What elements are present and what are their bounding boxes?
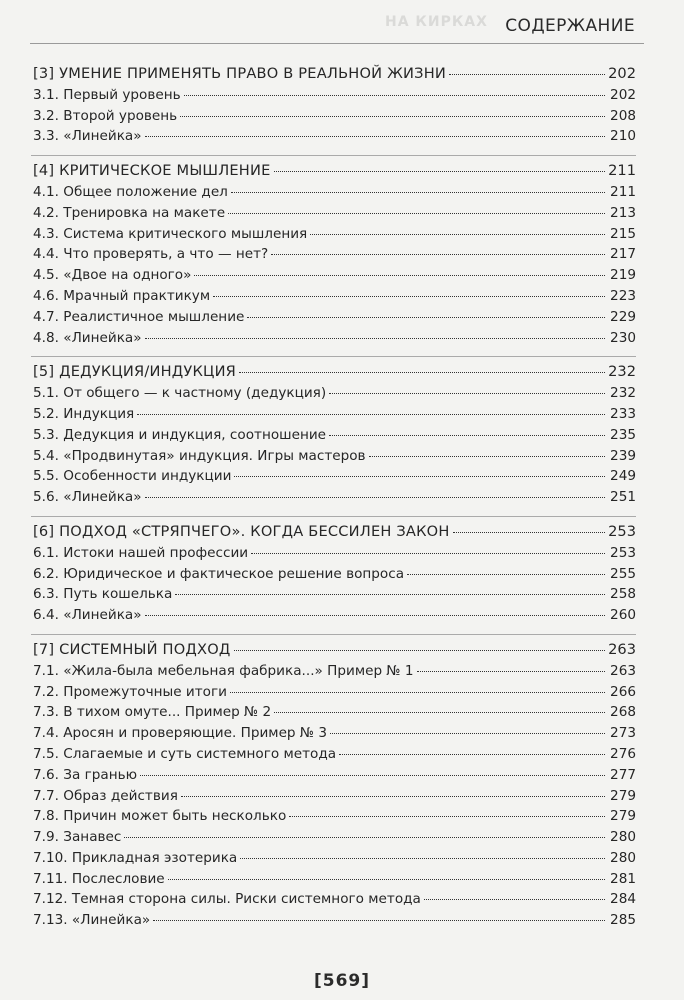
- dot-leader: [234, 649, 606, 651]
- dot-leader: [145, 496, 605, 498]
- chapter-title: [6] ПОДХОД «СТРЯПЧЕГО». КОГДА БЕССИЛЕН ЗАКОН: [33, 522, 450, 540]
- dot-leader: [417, 670, 605, 672]
- toc-entry: [33, 383, 636, 404]
- dot-leader: [140, 774, 605, 776]
- dot-leader: [330, 732, 605, 734]
- toc-entry: [33, 723, 636, 744]
- toc-entry: [33, 203, 636, 224]
- entry-page-number: 273: [610, 725, 636, 742]
- dot-leader: [329, 392, 605, 394]
- entry-title: 4.2. Тренировка на макете: [33, 204, 226, 221]
- dot-leader: [453, 531, 605, 533]
- entry-title: 7.9. Занавес: [33, 829, 122, 846]
- dot-leader: [124, 836, 605, 838]
- entry-page-number: 276: [610, 745, 636, 762]
- dot-leader: [247, 316, 605, 318]
- dot-leader: [310, 233, 605, 235]
- entry-title: 7.13. «Линейка»: [33, 912, 151, 929]
- dot-leader: [234, 475, 605, 477]
- toc-entry: [33, 806, 636, 827]
- toc-chapter-entry: [33, 64, 636, 85]
- toc-chapter-entry: [33, 522, 636, 543]
- entry-title: 7.4. Аросян и проверяющие. Пример № 3: [33, 725, 327, 742]
- entry-page-number: 277: [610, 766, 636, 783]
- entry-title: 5.6. «Линейка»: [33, 489, 142, 506]
- entry-page-number: 280: [610, 829, 636, 846]
- toc-entry: [33, 682, 636, 703]
- toc-entry: [33, 466, 636, 487]
- toc-section: [33, 640, 636, 931]
- chapter-title: [5] ДЕДУКЦИЯ/ИНДУКЦИЯ: [33, 363, 237, 381]
- entry-page-number: 281: [610, 870, 636, 887]
- dot-leader: [329, 434, 605, 436]
- entry-page-number: 202: [608, 65, 636, 82]
- entry-page-number: 211: [610, 183, 636, 200]
- entry-page-number: 213: [610, 204, 636, 221]
- toc-entry: [33, 404, 636, 425]
- dot-leader: [369, 455, 605, 457]
- toc-entry: [33, 827, 636, 848]
- dot-leader: [145, 135, 605, 137]
- dot-leader: [184, 94, 605, 96]
- entry-title: 7.5. Слагаемые и суть системного метода: [33, 745, 337, 762]
- toc-entry: [33, 889, 636, 910]
- toc-entry: [33, 744, 636, 765]
- dot-leader: [449, 73, 605, 75]
- show-through-text: НА КИРКАХ: [385, 14, 488, 30]
- dot-leader: [180, 115, 605, 117]
- entry-page-number: 230: [610, 329, 636, 346]
- entry-page-number: 251: [610, 489, 636, 506]
- entry-page-number: 260: [610, 607, 636, 624]
- toc-entry: [33, 224, 636, 245]
- toc-section: [33, 522, 636, 626]
- dot-leader: [271, 253, 605, 255]
- toc-entry: [33, 85, 636, 106]
- dot-leader: [339, 753, 605, 755]
- toc-chapter-entry: [33, 161, 636, 182]
- toc-entry: [33, 848, 636, 869]
- entry-page-number: 239: [610, 447, 636, 464]
- toc-entry: [33, 910, 636, 931]
- toc-entry: [33, 182, 636, 203]
- entry-page-number: 235: [610, 426, 636, 443]
- dot-leader: [145, 614, 605, 616]
- entry-page-number: 202: [610, 86, 636, 103]
- entry-page-number: 217: [610, 246, 636, 263]
- entry-page-number: 263: [610, 662, 636, 679]
- entry-page-number: 253: [608, 522, 636, 540]
- dot-leader: [181, 795, 605, 797]
- toc-entry: [33, 286, 636, 307]
- toc-entry: [33, 328, 636, 349]
- dot-leader: [168, 878, 605, 880]
- entry-title: 6.4. «Линейка»: [33, 607, 142, 624]
- chapter-title: [3] УМЕНИЕ ПРИМЕНЯТЬ ПРАВО В РЕАЛЬНОЙ ЖИЗНИ: [33, 65, 446, 82]
- dot-leader: [424, 898, 605, 900]
- entry-title: 7.7. Образ действия: [33, 787, 178, 804]
- entry-page-number: 215: [610, 225, 636, 242]
- toc-entry: [33, 869, 636, 890]
- entry-title: 4.7. Реалистичное мышление: [33, 308, 245, 325]
- toc-entry: [33, 702, 636, 723]
- entry-title: 3.3. «Линейка»: [33, 128, 142, 145]
- entry-title: 3.2. Второй уровень: [33, 107, 178, 124]
- page-number: [569]: [313, 971, 371, 991]
- entry-page-number: 279: [610, 787, 636, 804]
- toc-entry: [33, 765, 636, 786]
- entry-page-number: 263: [608, 640, 636, 658]
- table-of-contents: [33, 64, 636, 931]
- toc-section: [33, 64, 636, 147]
- entry-page-number: 279: [610, 808, 636, 825]
- chapter-title: [7] СИСТЕМНЫЙ ПОДХОД: [33, 640, 231, 658]
- dot-leader: [251, 552, 605, 554]
- section-divider: [31, 516, 636, 517]
- entry-page-number: 208: [610, 107, 636, 124]
- entry-title: 5.3. Дедукция и индукция, соотношение: [33, 426, 327, 443]
- toc-chapter-entry: [33, 640, 636, 661]
- toc-entry: [33, 265, 636, 286]
- entry-title: 7.10. Прикладная эзотерика: [33, 849, 238, 866]
- toc-entry: [33, 106, 636, 127]
- dot-leader: [231, 191, 605, 193]
- entry-title: 4.6. Мрачный практикум: [33, 287, 211, 304]
- entry-title: 6.2. Юридическое и фактическое решение вопроса: [33, 565, 405, 582]
- dot-leader: [289, 815, 605, 817]
- entry-page-number: 210: [610, 128, 636, 145]
- entry-title: 5.2. Индукция: [33, 405, 135, 422]
- toc-entry: [33, 487, 636, 508]
- dot-leader: [213, 295, 605, 297]
- entry-title: 6.3. Путь кошелька: [33, 586, 173, 603]
- entry-page-number: 255: [610, 565, 636, 582]
- toc-entry: [33, 584, 636, 605]
- dot-leader: [137, 413, 605, 415]
- entry-title: 7.2. Промежуточные итоги: [33, 683, 227, 700]
- entry-title: 7.6. За гранью: [33, 766, 138, 783]
- toc-entry: [33, 126, 636, 147]
- entry-title: 7.12. Темная сторона силы. Риски системного метода: [33, 891, 421, 908]
- entry-page-number: 285: [610, 912, 636, 929]
- dot-leader: [194, 274, 605, 276]
- entry-page-number: 211: [608, 162, 636, 180]
- entry-page-number: 233: [610, 405, 636, 422]
- toc-entry: [33, 661, 636, 682]
- entry-page-number: 232: [608, 363, 636, 381]
- entry-title: 7.8. Причин может быть несколько: [33, 808, 287, 825]
- dot-leader: [407, 573, 605, 575]
- dot-leader: [228, 212, 605, 214]
- entry-title: 5.5. Особенности индукции: [33, 468, 232, 485]
- section-divider: [31, 155, 636, 156]
- toc-entry: [33, 307, 636, 328]
- entry-page-number: 284: [610, 891, 636, 908]
- section-divider: [31, 634, 636, 635]
- dot-leader: [240, 857, 605, 859]
- entry-page-number: 258: [610, 586, 636, 603]
- header-divider: [30, 43, 644, 44]
- dot-leader: [153, 919, 605, 921]
- toc-section: [33, 362, 636, 508]
- toc-entry: [33, 425, 636, 446]
- running-head: СОДЕРЖАНИЕ: [505, 16, 635, 36]
- entry-page-number: 268: [610, 704, 636, 721]
- entry-page-number: 280: [610, 849, 636, 866]
- dot-leader: [145, 337, 605, 339]
- entry-page-number: 223: [610, 287, 636, 304]
- dot-leader: [239, 371, 605, 373]
- chapter-title: [4] КРИТИЧЕСКОЕ МЫШЛЕНИЕ: [33, 162, 271, 180]
- entry-page-number: 229: [610, 308, 636, 325]
- entry-page-number: 249: [610, 468, 636, 485]
- toc-entry: [33, 786, 636, 807]
- entry-title: 7.1. «Жила-была мебельная фабрика...» Пример № 1: [33, 662, 414, 679]
- entry-page-number: 219: [610, 267, 636, 284]
- entry-title: 4.5. «Двое на одного»: [33, 267, 192, 284]
- entry-title: 4.1. Общее положение дел: [33, 183, 228, 200]
- entry-title: 4.3. Система критического мышления: [33, 225, 308, 242]
- entry-page-number: 266: [610, 683, 636, 700]
- entry-title: 7.11. Послесловие: [33, 870, 165, 887]
- entry-title: 3.1. Первый уровень: [33, 86, 181, 103]
- toc-chapter-entry: [33, 362, 636, 383]
- dot-leader: [230, 691, 605, 693]
- entry-title: 5.4. «Продвинутая» индукция. Игры мастеров: [33, 447, 366, 464]
- toc-section: [33, 161, 636, 348]
- dot-leader: [175, 593, 605, 595]
- dot-leader: [274, 170, 605, 172]
- toc-entry: [33, 564, 636, 585]
- dot-leader: [274, 711, 605, 713]
- toc-entry: [33, 244, 636, 265]
- toc-entry: [33, 446, 636, 467]
- entry-page-number: 253: [610, 544, 636, 561]
- entry-title: 6.1. Истоки нашей профессии: [33, 544, 249, 561]
- entry-title: 7.3. В тихом омуте... Пример № 2: [33, 704, 272, 721]
- toc-entry: [33, 543, 636, 564]
- section-divider: [31, 356, 636, 357]
- entry-title: 4.8. «Линейка»: [33, 329, 142, 346]
- entry-title: 4.4. Что проверять, а что — нет?: [33, 246, 269, 263]
- entry-page-number: 232: [610, 385, 636, 402]
- toc-entry: [33, 605, 636, 626]
- entry-title: 5.1. От общего — к частному (дедукция): [33, 385, 327, 402]
